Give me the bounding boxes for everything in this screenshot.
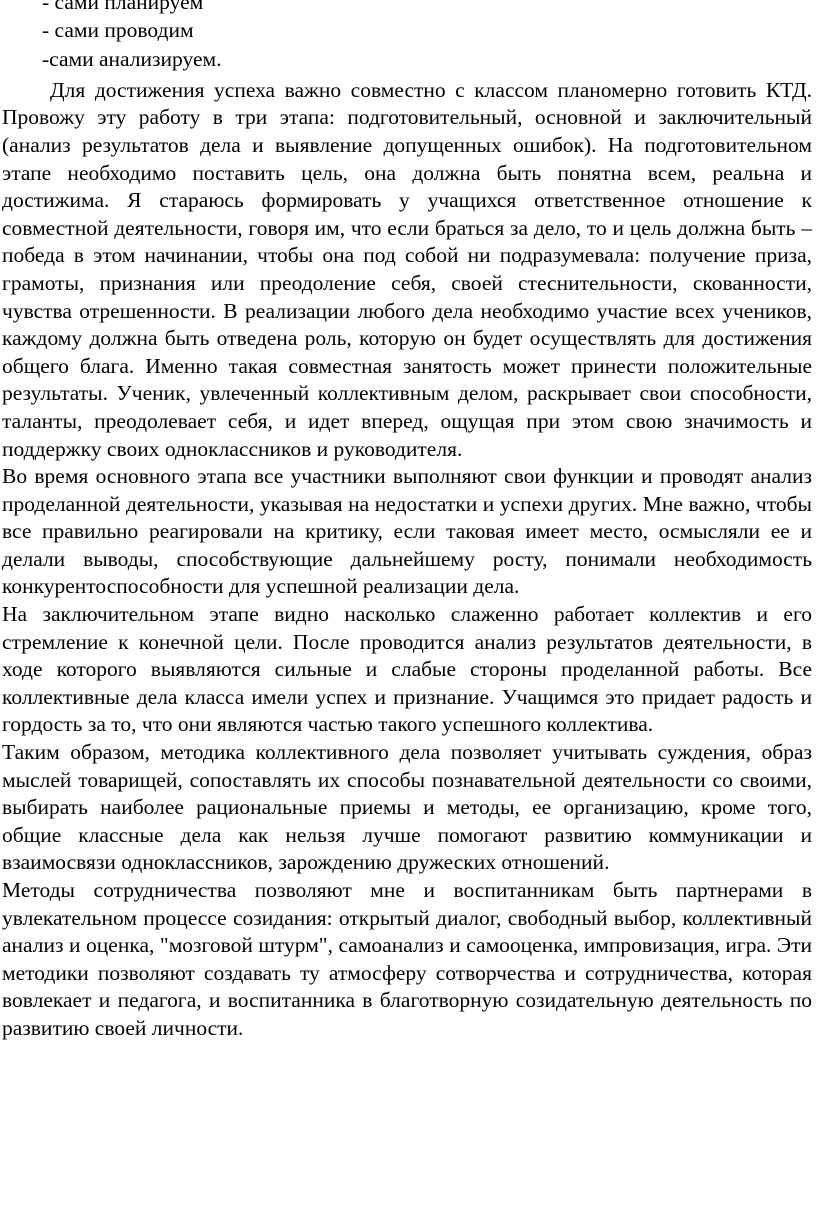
paragraph-main-stage: Во время основного этапа все участники выполняют свои функции и проводят анализ проделанной деятельности, указывая на недостатки и успехи других. Мне важно, чтобы все правильно реагировали на критику, если таковая имеет место, осмысляли ее и делали выводы, способствующие дальнейшему росту, понимали необходимость конкурентоспособности для успешной реализации дела. [2,464,812,599]
paragraph-final-stage: На заключительном этапе видно насколько слаженно работает коллектив и его стремление к конечной цели. После проводится анализ результатов деятельности, в ходе которого выявляются сильные и слабые стороны проделанной работы. Все коллективные дела класса имели успех и признание. Учащимся это придает радость и гордость за то, что они являются частью такого успешного коллектива. [2,602,812,737]
paragraph-cooperation-methods: Методы сотрудничества позволяют мне и воспитанникам быть партнерами в увлекательном процессе созидания: открытый диалог, свободный выбор, коллективный анализ и оценка, "мозговой штурм", самоанализ и самооценка, импровизация, игра. Эти методики позволяют создавать ту атмосферу сотворчества и сотрудничества, которая вовлекает и педагога, и воспитанника в благотворную созидательную деятельность по развитию своей личности. [2,878,812,1040]
list-item-conduct: - сами проводим [42,17,194,42]
list-item-analyze: -сами анализируем. [42,47,222,72]
list-item-plan: - сами планируем [42,0,204,14]
paragraph-ktd-stages: Для достижения успеха важно совместно с классом планомерно готовить КТД. Провожу эту работу в три этапа: подготовительный, основной и заключительный (анализ результатов дела и выявление допущенных ошибок). На подготовительном этапе необходимо поставить цель, она должна быть понятна всем, реальна и достижима. Я стараюсь формировать у учащихся ответственное отношение к совместной деятельности, говоря им, что если браться за дело, то и цель должна быть – победа в этом начинании, чтобы она под собой ни подразумевала: получение приза, грамоты, признания или преодоление себя, своей стеснительности, скованности, чувства отрешенности. В реализации любого дела необходимо участие всех учеников, каждому должна быть отведена роль, которую он будет осуществлять для достижения общего блага. Именно такая совместная занятость может принести положительные результаты. Ученик, увлеченный коллективным делом, раскрывает свои способности, таланты, преодолевает себя, и идет вперед, ощущая при этом свою значимость и поддержку своих одноклассников и руководителя. [2,77,812,461]
paragraph-conclusion: Таким образом, методика коллективного дела позволяет учитывать суждения, образ мыслей товарищей, сопоставлять их способы познавательной деятельности со своими, выбирать наиболее рациональные приемы и методы, ее организацию, кроме того, общие классные дела как нельзя лучше помогают развитию коммуникации и взаимосвязи одноклассников, зарождению дружеских отношений. [2,740,812,875]
